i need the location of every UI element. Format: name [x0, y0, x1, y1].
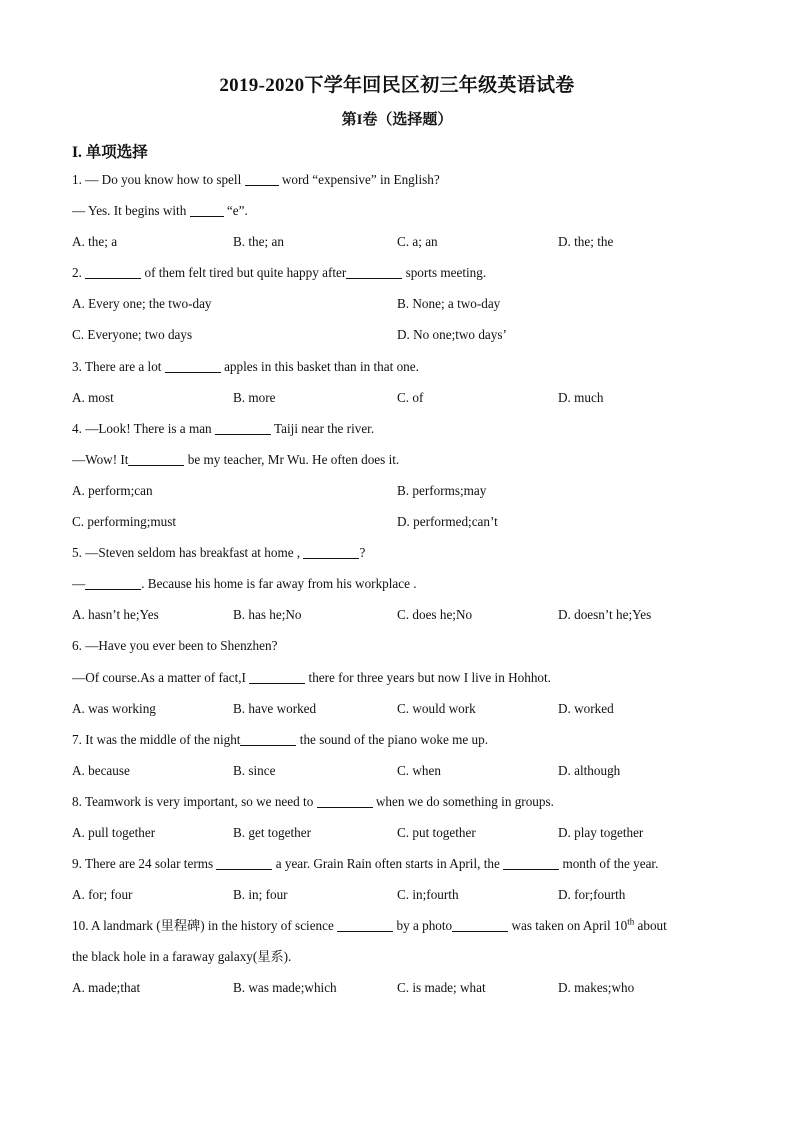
question-8-options	[72, 822, 732, 853]
option-a: A. most	[72, 389, 114, 405]
answer-blank	[503, 855, 559, 870]
answer-blank	[165, 358, 221, 373]
question-1-stem-line	[72, 200, 732, 231]
answer-blank	[452, 917, 508, 932]
answer-blank	[215, 420, 271, 435]
stem-text: the sound of the piano woke me up.	[296, 731, 489, 747]
answer-blank	[128, 451, 184, 466]
option-c: C. would work	[397, 700, 476, 716]
option-a: A. Every one; the two-day	[72, 296, 212, 312]
question-5-stem-line	[72, 573, 732, 604]
answer-blank	[303, 544, 359, 559]
option-b: B. was made;which	[233, 980, 337, 996]
stem-text: ?	[359, 545, 366, 561]
option-a: A. pull together	[72, 824, 156, 840]
question-4-options	[72, 480, 732, 511]
stem-text: 5. —Steven seldom has breakfast at home ,	[72, 545, 304, 561]
question-2-options	[72, 324, 732, 355]
option-c: C. does he;No	[397, 607, 473, 623]
question-5-options	[72, 604, 732, 635]
option-d: D. the; the	[558, 234, 614, 250]
question-5-stem-line	[72, 542, 732, 573]
option-b: B. more	[233, 389, 276, 405]
stem-text: be my teacher, Mr Wu. He often does it.	[184, 451, 400, 467]
question-6-options	[72, 698, 732, 729]
stem-text: by a photo	[393, 918, 453, 934]
option-a: A. for; four	[72, 887, 133, 903]
stem-text: 2.	[72, 265, 86, 281]
answer-blank	[245, 171, 279, 186]
option-d: D. performed;can’t	[397, 514, 498, 530]
option-d: D. makes;who	[558, 980, 635, 996]
answer-blank	[249, 669, 305, 684]
option-a: A. was working	[72, 700, 156, 716]
stem-text: “e”.	[223, 203, 248, 219]
question-9-stem-line	[72, 853, 732, 884]
stem-text: 9. There are 24 solar terms	[72, 856, 217, 872]
option-c: C. Everyone; two days	[72, 327, 193, 343]
stem-text: . Because his home is far away from his workplace .	[141, 576, 417, 592]
option-c: C. when	[397, 762, 441, 778]
option-d: D. much	[558, 389, 604, 405]
question-7-options	[72, 760, 732, 791]
option-a: A. hasn’t he;Yes	[72, 607, 159, 623]
option-c: C. a; an	[397, 234, 438, 250]
stem-text: 8. Teamwork is very important, so we need to	[72, 793, 317, 809]
question-10-stem-line	[72, 915, 732, 946]
option-c: C. in;fourth	[397, 887, 459, 903]
stem-text: apples in this basket than in that one.	[220, 358, 419, 374]
question-3-options	[72, 387, 732, 418]
answer-blank	[216, 855, 272, 870]
question-6-stem-line	[72, 667, 732, 698]
option-c: C. is made; what	[397, 980, 486, 996]
answer-blank	[85, 575, 141, 590]
stem-text: —	[72, 576, 86, 592]
question-1-options	[72, 231, 732, 262]
superscript: th	[627, 916, 635, 927]
stem-text: 7. It was the middle of the night	[72, 731, 241, 747]
stem-text: 6. —Have you ever been to Shenzhen?	[72, 638, 278, 654]
answer-blank	[346, 264, 402, 279]
option-b: B. have worked	[233, 700, 317, 716]
stem-text: 4. —Look! There is a man	[72, 420, 215, 436]
stem-text: —Wow! It	[72, 451, 129, 467]
option-a: A. perform;can	[72, 482, 153, 498]
stem-text: word “expensive” in English?	[278, 172, 440, 187]
question-4-stem-line	[72, 449, 732, 480]
option-d: D. although	[558, 762, 621, 778]
stem-text: 10. A landmark (里程碑) in the history of science	[72, 918, 338, 934]
answer-blank	[85, 264, 141, 279]
question-9-options	[72, 884, 732, 915]
question-8-stem-line	[72, 791, 732, 822]
question-6-stem-line	[72, 635, 732, 666]
option-b: B. the; an	[233, 234, 284, 250]
option-a: A. made;that	[72, 980, 141, 996]
question-10-options	[72, 977, 732, 1008]
option-d: D. worked	[558, 700, 614, 716]
question-3-stem-line	[72, 356, 732, 387]
section-heading: I. 单项选择	[72, 144, 148, 161]
answer-blank	[337, 917, 393, 932]
option-a: A. because	[72, 762, 130, 778]
answer-blank	[240, 731, 296, 746]
question-10-stem-line	[72, 946, 732, 977]
option-c: C. performing;must	[72, 514, 177, 530]
question-list	[72, 169, 732, 1009]
stem-text: sports meeting.	[402, 265, 487, 281]
stem-text: was taken on April 10	[508, 918, 628, 934]
stem-text: — Yes. It begins with	[72, 203, 190, 219]
volume-subtitle: 第I卷（选择题）	[341, 112, 453, 128]
answer-blank	[190, 202, 224, 217]
stem-text: 3. There are a lot	[72, 358, 165, 374]
question-7-stem-line	[72, 729, 732, 760]
stem-text: Taiji near the river.	[270, 420, 375, 436]
stem-text: about	[634, 918, 667, 934]
option-b: B. performs;may	[397, 482, 487, 498]
stem-text: when we do something in groups.	[372, 793, 554, 809]
option-b: B. in; four	[233, 887, 288, 903]
option-b: B. has he;No	[233, 607, 302, 623]
stem-text: month of the year.	[559, 856, 659, 872]
stem-text: 1. — Do you know how to spell	[72, 172, 245, 187]
stem-text: a year. Grain Rain often starts in April, the	[272, 856, 504, 872]
question-1-stem-line	[72, 169, 732, 200]
option-b: B. get together	[233, 824, 312, 840]
question-2-options	[72, 293, 732, 324]
option-c: C. put together	[397, 824, 476, 840]
question-4-options	[72, 511, 732, 542]
option-d: D. doesn’t he;Yes	[558, 607, 652, 623]
option-b: B. since	[233, 762, 276, 778]
exam-title: 2019-2020下学年回民区初三年级英语试卷	[219, 75, 575, 96]
answer-blank	[317, 793, 373, 808]
question-2-stem-line	[72, 262, 732, 293]
stem-text: the black hole in a faraway galaxy(星系).	[72, 949, 292, 965]
stem-text: of them felt tired but quite happy after	[141, 265, 347, 281]
option-d: D. play together	[558, 824, 644, 840]
question-4-stem-line	[72, 418, 732, 449]
option-c: C. of	[397, 389, 424, 405]
option-a: A. the; a	[72, 234, 118, 250]
stem-text: there for three years but now I live in Hohhot.	[305, 669, 551, 685]
option-b: B. None; a two-day	[397, 296, 501, 312]
option-d: D. for;fourth	[558, 887, 626, 903]
option-d: D. No one;two days’	[397, 327, 507, 343]
stem-text: —Of course.As a matter of fact,I	[72, 669, 250, 685]
